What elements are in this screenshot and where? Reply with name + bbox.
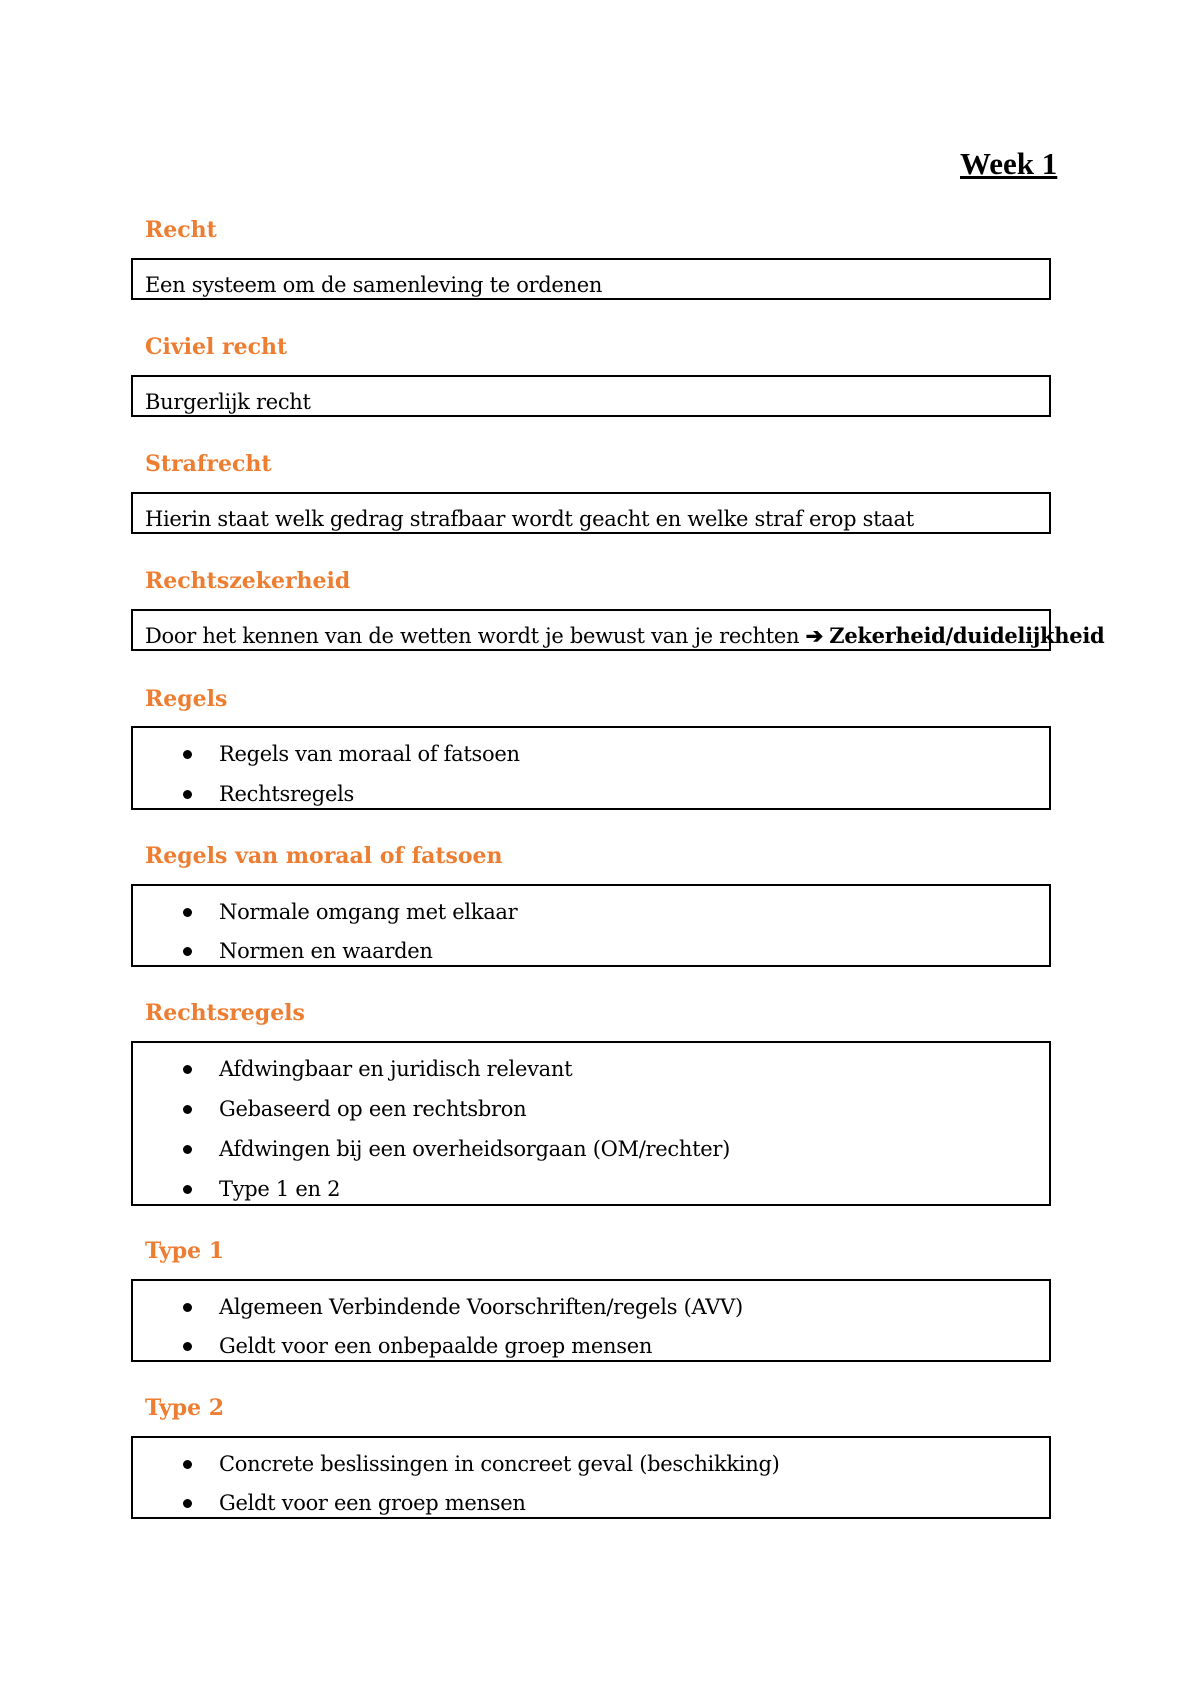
bullet-icon (183, 790, 192, 799)
definition-box-recht (131, 258, 1051, 300)
list-item-text: Algemeen Verbindende Voorschriften/regels (AVV) (219, 1295, 743, 1319)
list-item (133, 740, 1033, 768)
bullet-icon (183, 1065, 192, 1074)
bullet-icon (183, 1499, 192, 1508)
list-box-type-2 (131, 1436, 1051, 1519)
list-item (133, 937, 1033, 965)
list-item-text: Type 1 en 2 (219, 1177, 341, 1201)
bullet-icon (183, 1185, 192, 1194)
section-heading-rechtszekerheid: Rechtszekerheid (145, 568, 351, 594)
section-heading-regels-moraal: Regels van moraal of fatsoen (145, 843, 503, 869)
list-item (133, 1095, 1033, 1123)
arrow-right-icon: ➔ (805, 623, 823, 648)
list-item-text: Geldt voor een groep mensen (219, 1491, 526, 1515)
bullet-icon (183, 908, 192, 917)
list-item (133, 1489, 1033, 1517)
list-item (133, 1055, 1033, 1083)
bullet-icon (183, 947, 192, 956)
bullet-icon (183, 1303, 192, 1312)
list-box-type-1 (131, 1279, 1051, 1362)
list-item (133, 1135, 1033, 1163)
list-item (133, 1175, 1033, 1203)
definition-box-rechtszekerheid (131, 609, 1105, 651)
definition-box-strafrecht (131, 492, 1051, 534)
definition-text: Hierin staat welk gedrag strafbaar wordt geacht en welke straf erop staat (145, 507, 914, 531)
definition-text: Een systeem om de samenleving te ordenen (145, 273, 603, 297)
list-item-text: Geldt voor een onbepaalde groep mensen (219, 1334, 653, 1358)
list-box-rechtsregels (131, 1041, 1051, 1206)
definition-emphasis: Zekerheid/duidelijkheid (829, 623, 1105, 648)
list-box-regels (131, 726, 1051, 810)
bullet-icon (183, 1460, 192, 1469)
list-item (133, 1450, 1033, 1478)
list-item (133, 898, 1033, 926)
list-item-text: Concrete beslissingen in concreet geval (beschikking) (219, 1452, 780, 1476)
list-item-text: Rechtsregels (219, 782, 354, 806)
definition-text: Burgerlijk recht (145, 390, 311, 414)
bullet-icon (183, 750, 192, 759)
section-heading-civiel-recht: Civiel recht (145, 334, 288, 360)
section-heading-recht: Recht (145, 217, 217, 243)
page-title: Week 1 (960, 146, 1058, 181)
section-heading-regels: Regels (145, 686, 228, 712)
bullet-icon (183, 1145, 192, 1154)
list-item (133, 780, 1033, 808)
definition-text (145, 623, 1104, 649)
list-item-text: Gebaseerd op een rechtsbron (219, 1097, 527, 1121)
list-item-text: Regels van moraal of fatsoen (219, 742, 520, 766)
section-heading-type-2: Type 2 (145, 1395, 225, 1421)
section-heading-strafrecht: Strafrecht (145, 451, 272, 477)
list-item-text: Normale omgang met elkaar (219, 900, 518, 924)
list-item-text: Afdwingen bij een overheidsorgaan (OM/rechter) (219, 1137, 730, 1161)
list-item (133, 1293, 1033, 1321)
section-heading-rechtsregels: Rechtsregels (145, 1000, 305, 1026)
list-box-regels-moraal (131, 884, 1051, 967)
section-heading-type-1: Type 1 (145, 1238, 225, 1264)
definition-box-civiel-recht (131, 375, 1051, 417)
list-item-text: Normen en waarden (219, 939, 433, 963)
list-item-text: Afdwingbaar en juridisch relevant (219, 1057, 573, 1081)
definition-text-main: Door het kennen van de wetten wordt je bewust van je rechten (145, 624, 800, 648)
bullet-icon (183, 1342, 192, 1351)
bullet-icon (183, 1105, 192, 1114)
list-item (133, 1332, 1033, 1360)
